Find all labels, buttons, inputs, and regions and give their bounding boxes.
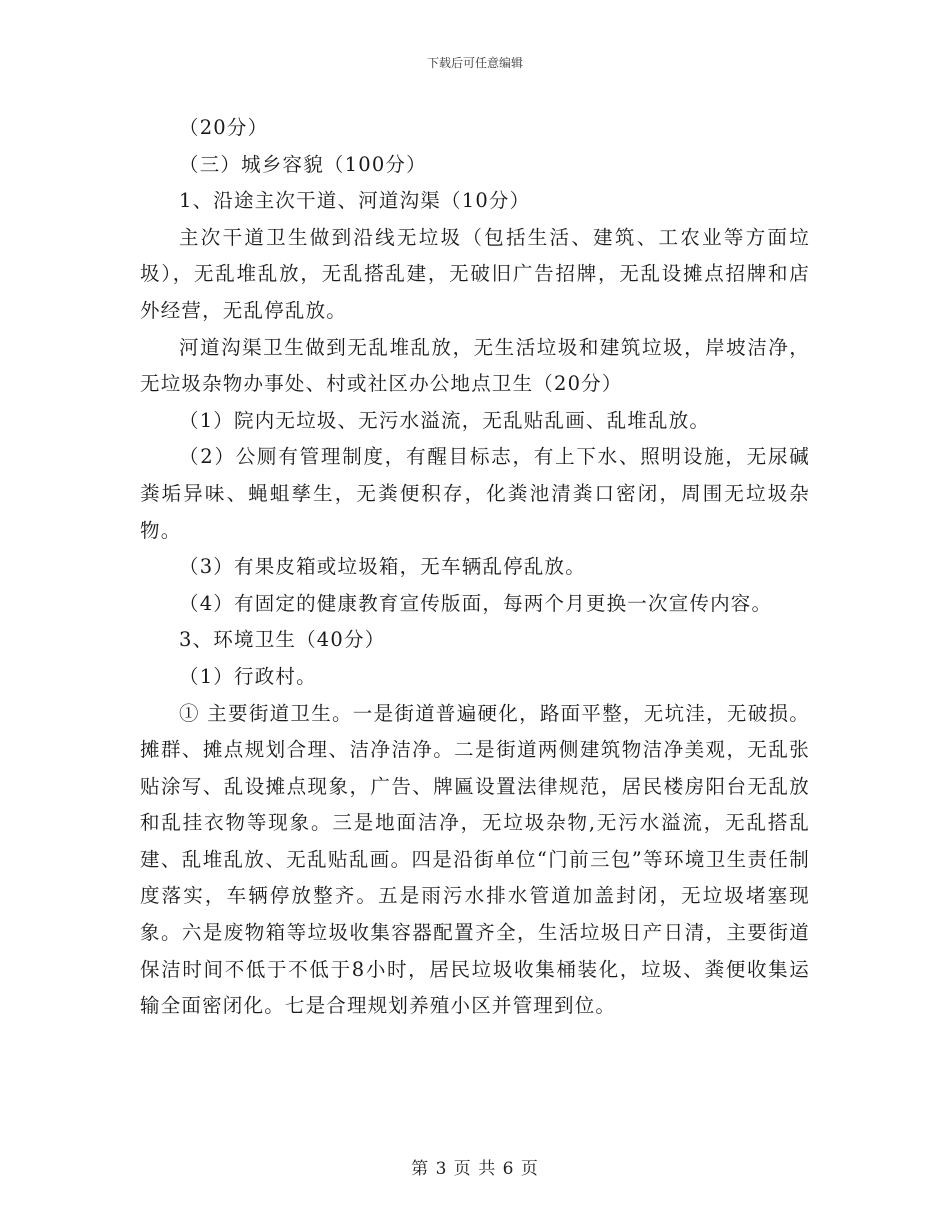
paragraph: （20分） <box>179 116 269 139</box>
paragraph: 河道沟渠卫生做到无乱堆乱放，无生活垃圾和建筑垃圾，岸坡洁净，无垃圾杂物办事处、村或社区办公地点卫生（20分） <box>140 335 810 396</box>
subsection-heading: 1、沿途主次干道、河道沟渠（10分） <box>179 189 531 213</box>
page-footer: 第 3 页 共 6 页 <box>411 1159 539 1179</box>
document-body <box>140 110 810 1025</box>
list-item: （3）有果皮箱或垃圾箱，无车辆乱停乱放。 <box>179 555 586 579</box>
paragraph: 主次干道卫生做到沿线无垃圾（包括生活、建筑、工农业等方面垃圾），无乱堆乱放，无乱搭乱建，无破旧广告招牌，无乱设摊点招牌和店外经营，无乱停乱放。 <box>140 225 810 322</box>
subsection-heading: 3、环境卫生（40分） <box>179 628 386 652</box>
list-item: （1）行政村。 <box>179 664 317 688</box>
section-heading: （三）城乡容貌（100分） <box>179 152 427 176</box>
paragraph: ① 主要街道卫生。一是街道普遍硬化，路面平整，无坑洼，无破损。摊群、摊点规划合理、洁净洁净。二是街道两侧建筑物洁净美观，无乱张贴涂写、乱设摊点现象，广告、牌匾设置法律规范，居民楼房阳台无乱放和乱挂衣物等现象。三是地面洁净，无垃圾杂物,无污水溢流，无乱搭乱建、乱堆乱放、无乱贴乱画。四是沿街单位“门前三包”等环境卫生责任制度落实，车辆停放整齐。五是雨污水排水管道加盖封闭，无垃圾堵塞现象。六是废物箱等垃圾收集容器配置齐全，生活垃圾日产日清，主要街道保洁时间不低于不低于8小时，居民垃圾收集桶装化，垃圾、粪便收集运输全面密闭化。七是合理规划养殖小区并管理到位。 <box>140 701 810 1018</box>
list-item: （4）有固定的健康教育宣传版面，每两个月更换一次宣传内容。 <box>179 591 773 615</box>
list-item: （1）院内无垃圾、无污水溢流，无乱贴乱画、乱堆乱放。 <box>179 408 711 432</box>
page-header: 下载后可任意编辑 <box>426 56 523 70</box>
list-item: （2）公厕有管理制度，有醒目标志，有上下水、照明设施，无尿碱粪垢异味、蝇蛆孳生，无粪便积存，化粪池清粪口密闭，周围无垃圾杂物。 <box>140 445 810 542</box>
